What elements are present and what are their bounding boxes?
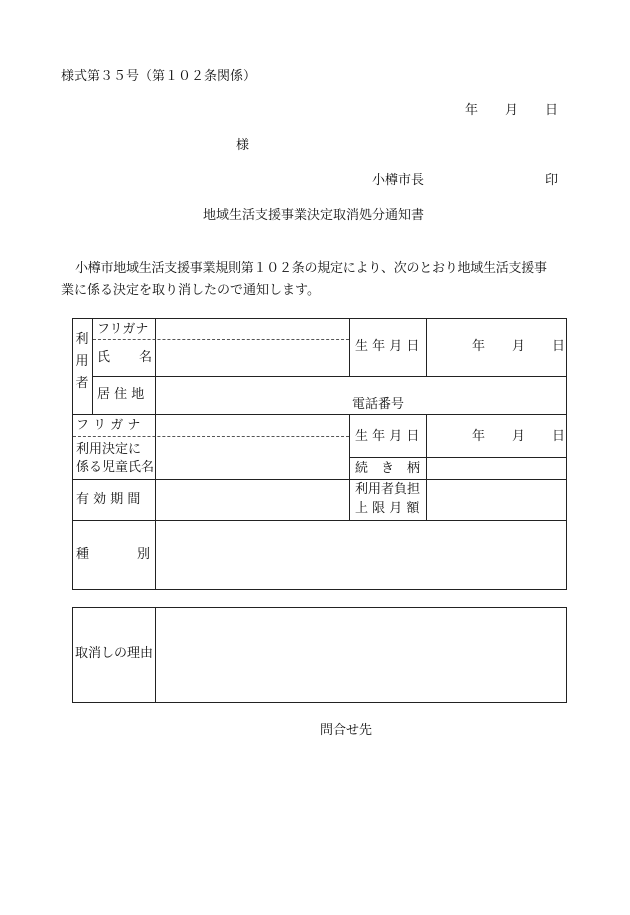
date-month: 月 [505,103,519,118]
child-dob-year: 年 [472,429,486,444]
dob-label: 生 年 月 日 [355,339,420,354]
date-day: 日 [545,103,559,118]
child-dob-day: 日 [552,429,566,444]
document-title: 地域生活支援事業決定取消処分通知書 [203,208,425,223]
contact-label: 問合せ先 [320,723,373,738]
cap-label-line2: 上 限 月 額 [355,501,420,516]
dob-day: 日 [552,339,566,354]
furigana-label: フリガナ [97,322,149,337]
name-label: 氏 名 [97,350,154,365]
seal-mark: 印 [545,173,559,188]
addressee-suffix: 様 [236,138,250,153]
body-line-1: 小樽市地域生活支援事業規則第１０２条の規定により、次のとおり地域生活支援事 [75,261,547,276]
issuer: 小樽市長 [372,173,425,188]
dob-month: 月 [512,339,526,354]
valid-period-label: 有 効 期 間 [76,492,141,507]
child-dob-label: 生 年 月 日 [355,429,420,444]
child-furigana-label: フ リ ガ ナ [76,418,141,433]
type-label-second: 別 [137,547,151,562]
child-dob-month: 月 [512,429,526,444]
address-label: 居 住 地 [97,387,145,402]
cap-label-line1: 利用者負担 [355,482,421,497]
form-number: 様式第３５号（第１０２条関係） [61,69,257,84]
type-label-first: 種 [76,547,90,562]
child-name-label-line2: 係る児童氏名 [76,460,155,475]
phone-label: 電話番号 [352,397,405,412]
user-group-label: 利 用 者 [75,332,89,391]
reason-label: 取消しの理由 [75,646,154,661]
date-year: 年 [465,103,479,118]
dob-year: 年 [472,339,486,354]
child-name-label-line1: 利用決定に [76,442,142,457]
relationship-label: 続 き 柄 [355,461,421,476]
body-line-2: 業に係る決定を取り消したので通知します。 [61,283,320,298]
